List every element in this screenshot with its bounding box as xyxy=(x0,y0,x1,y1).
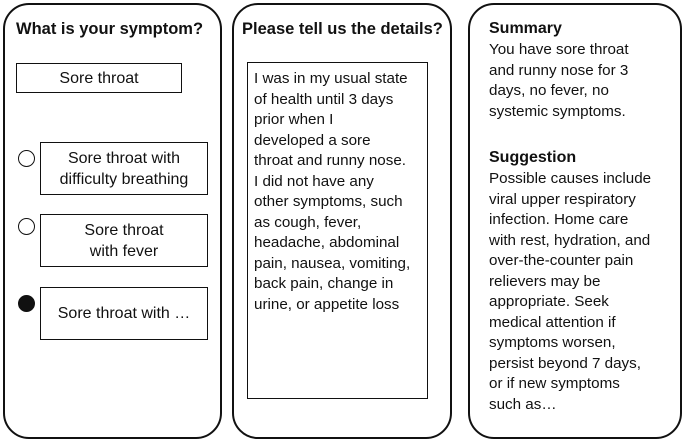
suggestion-text: Possible causes include viral upper respiratory infection. Home care with rest, hydration, and over-the-counter pain relievers may be appropriate. Seek medical attention if symptoms worsen, persist beyond 7 days, or if new symptoms such as… xyxy=(489,170,652,413)
symptom-option-3[interactable] xyxy=(40,287,208,340)
option-3-radio-selected[interactable] xyxy=(18,295,35,312)
details-panel xyxy=(232,3,452,439)
details-text-area[interactable]: I was in my usual state of health until 3 days prior when I developed a sore throat and runny nose. I did not have any other symptoms, such as cough, fever, headache, abdominal pain, nausea, vomiting, back pain, change in urine, or appetite loss xyxy=(247,62,428,399)
symptom-option-2-label: Sore throat with fever xyxy=(84,221,164,260)
option-1-radio[interactable] xyxy=(18,150,35,167)
symptom-option-3-label: Sore throat with … xyxy=(57,305,191,322)
selected-symptom-box[interactable]: Sore throat xyxy=(16,63,182,93)
symptom-option-1-label: Sore throat with difficulty breathing xyxy=(59,149,189,188)
symptom-panel xyxy=(3,3,222,439)
summary-heading: Summary xyxy=(489,20,562,37)
symptom-option-2[interactable] xyxy=(40,214,208,267)
summary-panel xyxy=(468,3,682,439)
summary-text: You have sore throat and runny nose for 3 days, no fever, no systemic symptoms. xyxy=(489,41,629,120)
symptom-option-1[interactable] xyxy=(40,142,208,195)
symptom-panel-title: What is your symptom? xyxy=(16,20,204,38)
details-panel-title: Please tell us the details? xyxy=(242,20,443,38)
suggestion-heading: Suggestion xyxy=(489,149,577,166)
option-2-radio[interactable] xyxy=(18,218,35,235)
